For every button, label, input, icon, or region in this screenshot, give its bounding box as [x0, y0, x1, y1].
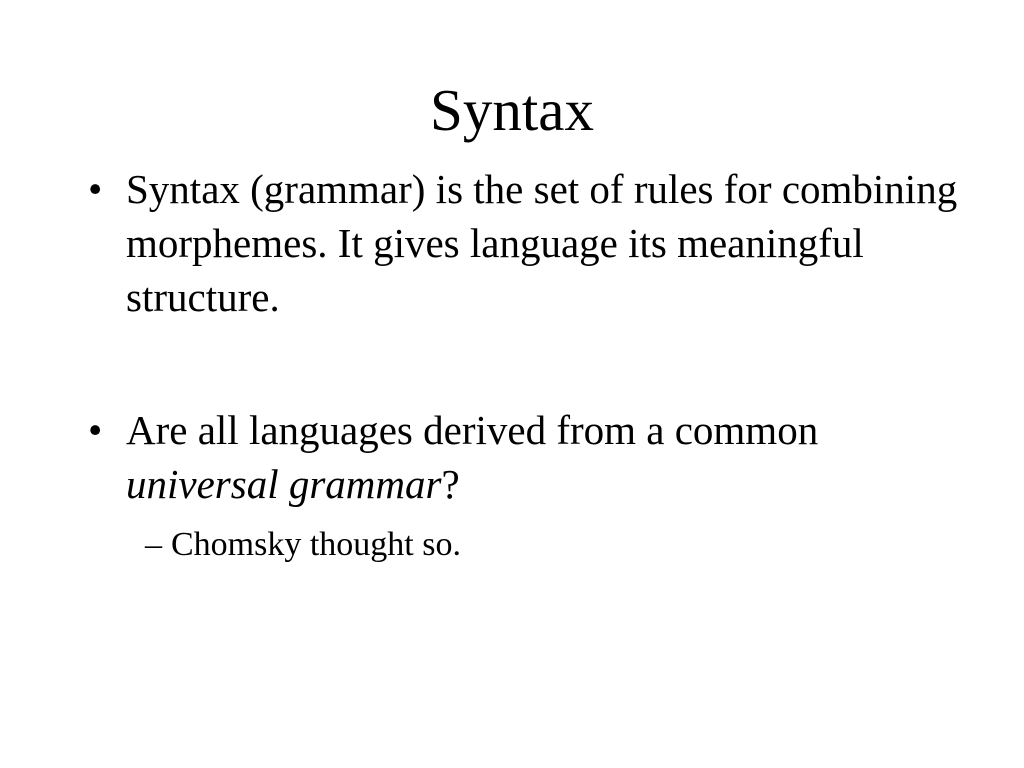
- bullet-text-part: Are all languages derived from a common: [126, 407, 819, 453]
- sub-bullet-item: [145, 522, 945, 568]
- sub-bullet-text: Chomsky thought so.: [171, 526, 461, 563]
- bullet-item: [88, 403, 968, 511]
- bullet-text-part: ?: [441, 461, 460, 507]
- bullet-dot: •: [88, 407, 103, 453]
- bullet-text: Syntax (grammar) is the set of rules for combining morphemes. It gives language its meaningful structure.: [126, 166, 958, 320]
- bullet-dot: •: [88, 166, 103, 212]
- slide-title: Syntax: [430, 77, 594, 143]
- bullet-text: [126, 403, 968, 511]
- sub-bullet-dash: –: [145, 526, 162, 563]
- bullet-item: [88, 162, 968, 324]
- bullet-text-italic: universal grammar: [126, 461, 442, 507]
